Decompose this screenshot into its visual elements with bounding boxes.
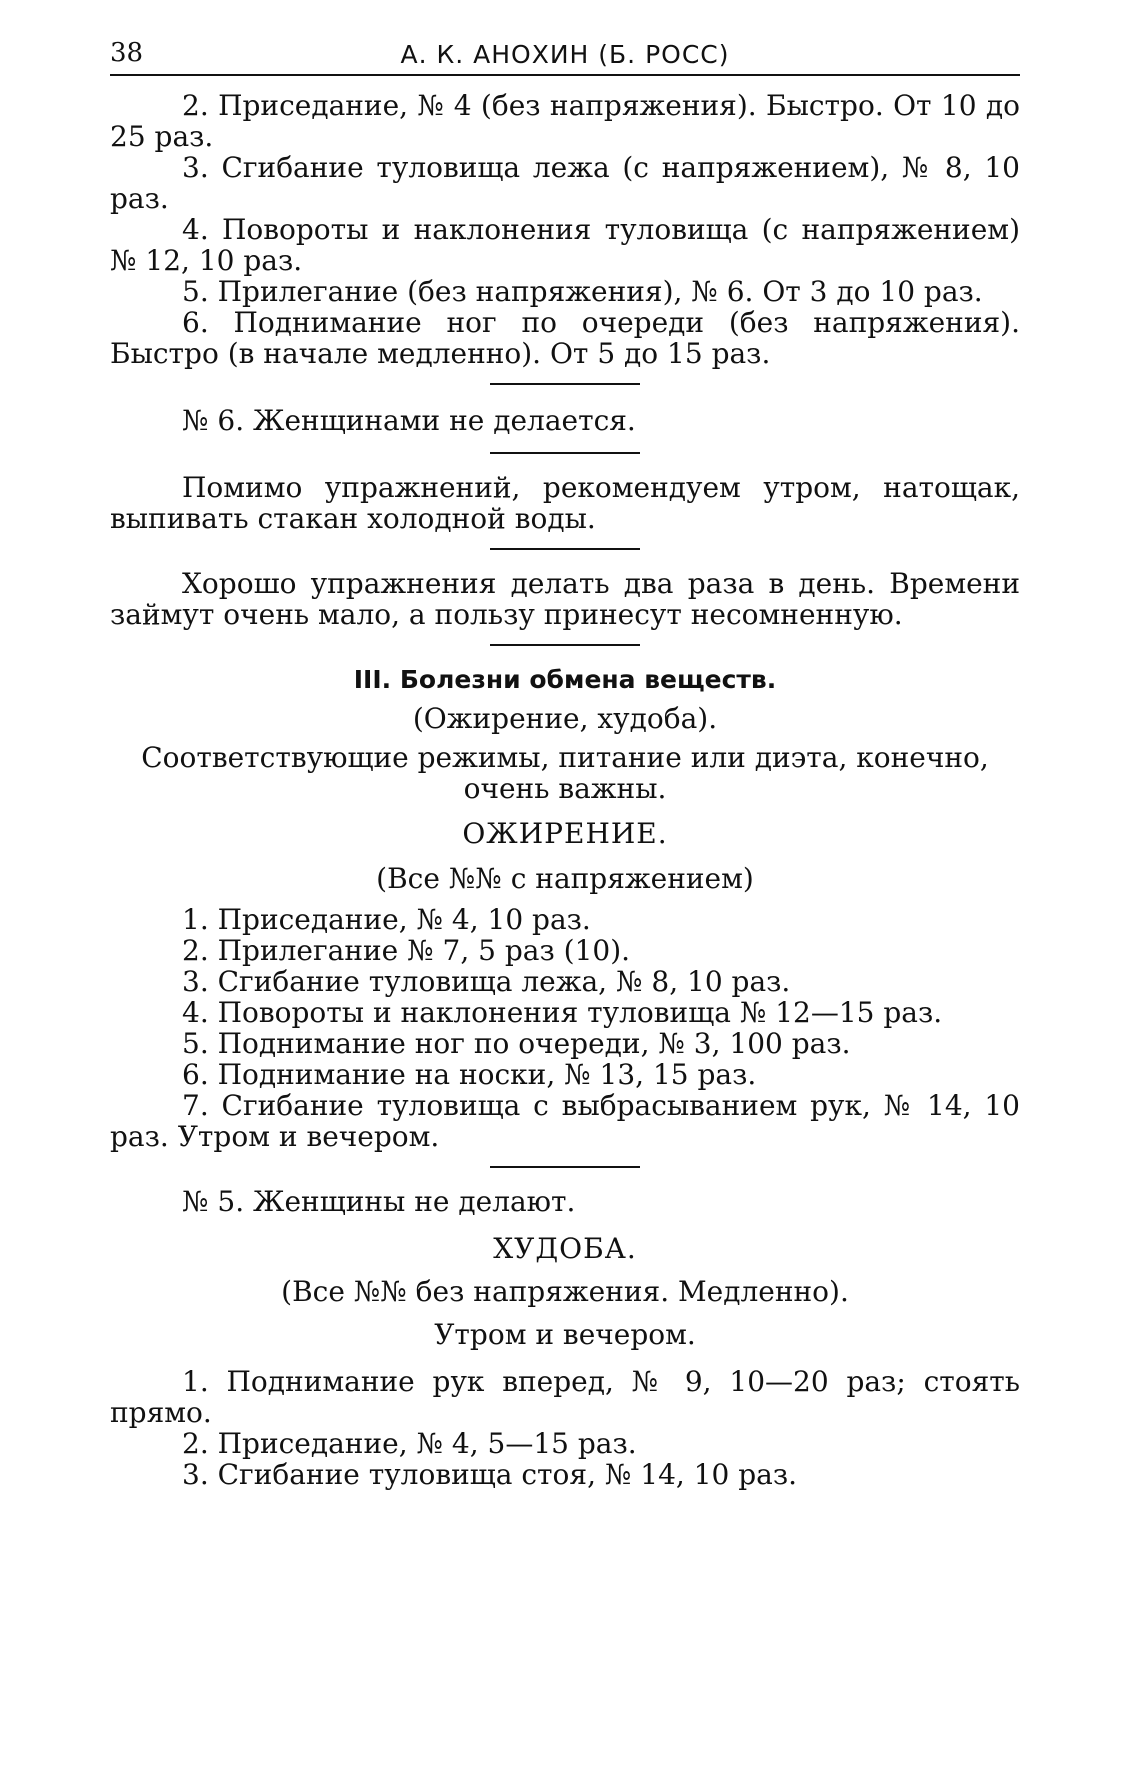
list-item: 3. Сгибание туловища стоя, № 14, 10 раз. xyxy=(182,1458,798,1491)
section-heading: III. Болезни обмена веществ. xyxy=(353,665,777,694)
list-item: 2. Прилегание № 7, 5 раз (10). xyxy=(182,934,631,967)
obesity-exercise-list xyxy=(110,904,1020,1152)
book-page xyxy=(110,30,1020,1490)
obesity-subheading: (Все №№ с напряжением) xyxy=(376,862,754,895)
list-item: 3. Сгибание туловища лежа, № 8, 10 раз. xyxy=(182,965,791,998)
section-intro: Соответствующие режимы, питание или диэта, конечно, очень важны. xyxy=(141,741,989,805)
list-item: 6. Поднимание ног по очереди (без напряжения). Быстро (в начале медленно). От 5 до 15 раз. xyxy=(110,306,1020,370)
thinness-when: Утром и вечером. xyxy=(434,1318,696,1351)
paragraph-twice-daily: Хорошо упражнения делать два раза в день. Времени займут очень мало, а пользу принесут несомненную. xyxy=(110,567,1020,631)
thinness-subheading: (Все №№ без напряжения. Медленно). xyxy=(281,1275,849,1308)
running-title: А. К. АНОХИН (Б. РОСС) xyxy=(400,40,730,69)
list-item: 3. Сгибание туловища лежа (с напряжением), № 8, 10 раз. xyxy=(110,151,1020,215)
section-subheading: (Ожирение, худоба). xyxy=(412,702,718,735)
paragraph-water: Помимо упражнений, рекомендуем утром, натощак, выпивать стакан холодной воды. xyxy=(110,471,1020,535)
intro-exercise-list xyxy=(110,90,1020,369)
list-item: 6. Поднимание на носки, № 13, 15 раз. xyxy=(182,1058,757,1091)
list-item: 4. Повороты и наклонения туловища № 12—15 раз. xyxy=(182,996,943,1029)
list-item: 2. Приседание, № 4, 5—15 раз. xyxy=(182,1427,637,1460)
list-item: 5. Поднимание ног по очереди, № 3, 100 раз. xyxy=(182,1027,851,1060)
page-body xyxy=(110,90,1020,1490)
divider xyxy=(490,548,640,550)
obesity-heading: ОЖИРЕНИЕ. xyxy=(462,817,668,850)
list-item: 1. Приседание, № 4, 10 раз. xyxy=(182,903,591,936)
divider xyxy=(490,1166,640,1168)
note-women-5: № 5. Женщины не делают. xyxy=(182,1185,576,1218)
divider xyxy=(490,644,640,646)
list-item: 7. Сгибание туловища с выбрасыванием рук, № 14, 10 раз. Утром и вечером. xyxy=(110,1089,1020,1153)
thinness-heading: ХУДОБА. xyxy=(493,1232,637,1265)
list-item: 5. Прилегание (без напряжения), № 6. От 3 до 10 раз. xyxy=(182,275,983,308)
thinness-exercise-list xyxy=(110,1366,1020,1490)
divider xyxy=(490,452,640,454)
list-item: 2. Приседание, № 4 (без напряжения). Быстро. От 10 до 25 раз. xyxy=(110,89,1020,153)
page-number: 38 xyxy=(110,38,144,68)
page-header xyxy=(110,30,1020,76)
list-item: 4. Повороты и наклонения туловища (с напряжением) № 12, 10 раз. xyxy=(110,213,1020,277)
list-item: 1. Поднимание рук вперед, № 9, 10—20 раз; стоять прямо. xyxy=(110,1365,1020,1429)
divider xyxy=(490,383,640,385)
note-women-6: № 6. Женщинами не делается. xyxy=(182,404,636,437)
